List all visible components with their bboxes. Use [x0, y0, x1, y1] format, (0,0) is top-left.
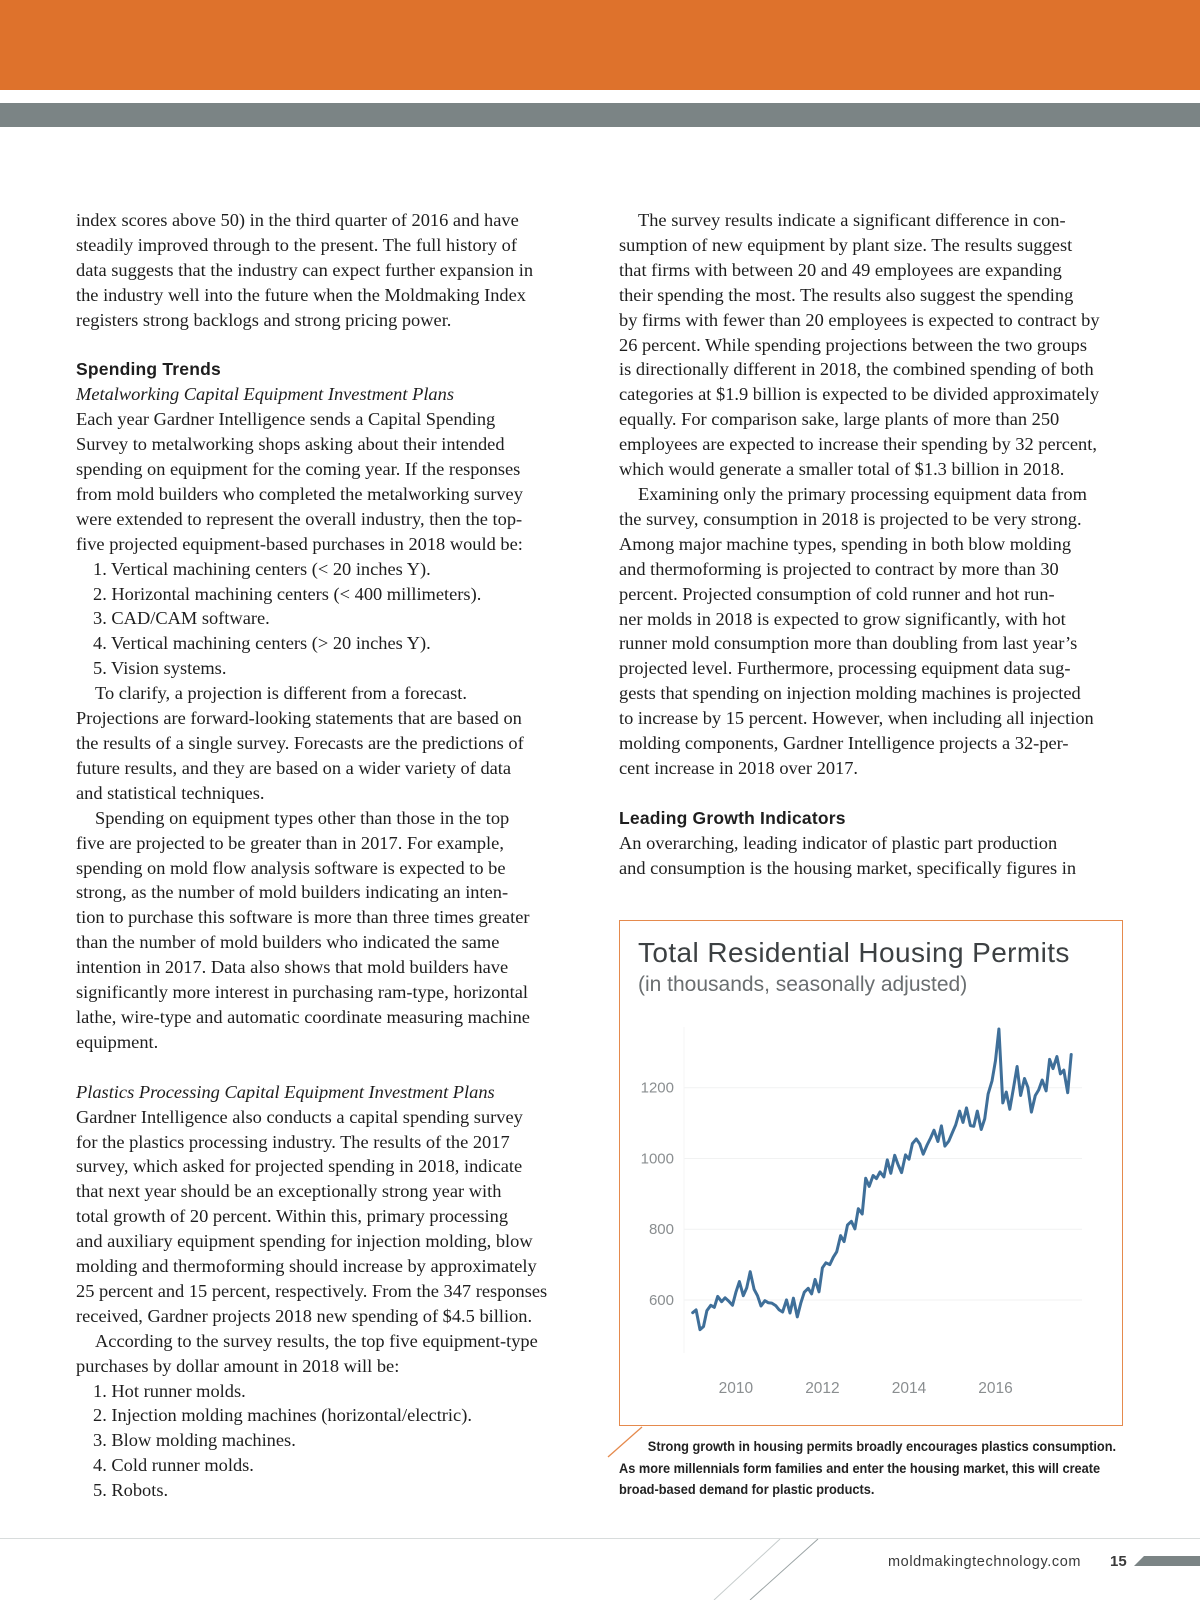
list-item: 4. Cold runner molds.: [93, 1455, 254, 1476]
chart-plot: [620, 921, 1124, 1427]
subheading-metalworking: Metalworking Capital Equipment Investment Plans: [76, 384, 454, 405]
metalworking-purchase-list: [76, 557, 582, 682]
body-line: and thermoforming is projected to contract by more than 30: [619, 558, 1059, 579]
body-line: Spending on equipment types other than those in the top: [95, 807, 510, 828]
body-line: five are projected to be greater than in 2017. For example,: [76, 832, 504, 853]
body-line: that next year should be an exceptionally strong year with: [76, 1181, 502, 1202]
body-line: significantly more interest in purchasing ram-type, horizontal: [76, 982, 528, 1003]
body-line: equipment.: [76, 1031, 159, 1052]
body-line: from mold builders who completed the metalworking survey: [76, 483, 523, 504]
chart-title: Total Residential Housing Permits: [638, 937, 1070, 968]
right-column: [619, 208, 1131, 880]
body-line: the results of a single survey. Forecasts are the predictions of: [76, 733, 524, 754]
chart-subtitle: (in thousands, seasonally adjusted): [638, 973, 968, 996]
body-line: purchases by dollar amount in 2018 will be:: [76, 1355, 400, 1376]
list-item: 3. CAD/CAM software.: [93, 608, 270, 629]
body-line: Gardner Intelligence also conducts a capital spending survey: [76, 1106, 523, 1127]
body-line: and consumption is the housing market, specifically figures in: [619, 857, 1077, 878]
x-tick-label: 2016: [978, 1380, 1013, 1397]
body-line: cent increase in 2018 over 2017.: [619, 757, 858, 778]
body-line: intention in 2017. Data also shows that mold builders have: [76, 957, 509, 978]
header-orange-band: [0, 0, 1200, 90]
body-line: runner mold consumption more than doubling from last year’s: [619, 633, 1078, 654]
body-line: According to the survey results, the top five equipment-type: [95, 1330, 538, 1351]
body-line: their spending the most. The results also suggest the spending: [619, 284, 1074, 305]
x-tick-label: 2012: [805, 1380, 840, 1397]
body-line: The survey results indicate a significant difference in con-: [638, 210, 1066, 230]
body-line: employees are expected to increase their spending by 32 percent,: [619, 434, 1097, 455]
body-line: future results, and they are based on a wider variety of data: [76, 757, 512, 778]
body-line: is directionally different in 2018, the combined spending of both: [619, 359, 1094, 380]
section-heading-leading-growth: Leading Growth Indicators: [619, 807, 846, 828]
body-line: which would generate a smaller total of $1.3 billion in 2018.: [619, 459, 1065, 480]
y-tick-label: 600: [648, 1291, 674, 1309]
body-line: lathe, wire-type and automatic coordinate measuring machine: [76, 1006, 530, 1027]
x-tick-label: 2014: [891, 1380, 927, 1397]
list-item: 2. Horizontal machining centers (< 400 millimeters).: [93, 583, 482, 604]
caption-line: Strong growth in housing permits broadly encourages plastics consumption.: [647, 1439, 1117, 1455]
intro-line: steadily improved through to the present. The full history of: [76, 234, 517, 255]
y-tick-label: 1200: [640, 1079, 674, 1097]
body-line: percent. Projected consumption of cold runner and hot run-: [619, 583, 1055, 604]
list-item: 5. Robots.: [93, 1480, 169, 1501]
section-heading-spending-trends: Spending Trends: [76, 359, 221, 380]
body-line: strong, as the number of mold builders indicating an inten-: [76, 882, 509, 903]
body-line: Survey to metalworking shops asking about their intended: [76, 434, 505, 455]
body-line: than the number of mold builders who indicated the same: [76, 932, 500, 953]
list-item: 3. Blow molding machines.: [93, 1430, 296, 1451]
page-number: 15: [1110, 1553, 1127, 1570]
body-line: projected level. Furthermore, processing equipment data sug-: [619, 658, 1071, 679]
body-line: five projected equipment-based purchases in 2018 would be:: [76, 533, 523, 554]
left-column: [76, 208, 582, 1503]
body-line: 26 percent. While spending projections between the two groups: [619, 334, 1087, 355]
body-line: for the plastics processing industry. The results of the 2017: [76, 1131, 510, 1152]
intro-line: registers strong backlogs and strong pricing power.: [76, 309, 452, 330]
body-line: tion to purchase this software is more than three times greater: [76, 907, 530, 928]
body-line: the survey, consumption in 2018 is projected to be very strong.: [619, 508, 1082, 529]
body-line: Each year Gardner Intelligence sends a Capital Spending: [76, 409, 496, 430]
caption-line: As more millennials form families and enter the housing market, this will create: [619, 1460, 1101, 1477]
intro-line: the industry well into the future when the Moldmaking Index: [76, 284, 526, 305]
body-line: survey, which asked for projected spending in 2018, indicate: [76, 1156, 523, 1177]
list-item: 1. Vertical machining centers (< 20 inches Y).: [93, 558, 431, 579]
body-line: Examining only the primary processing equipment data from: [638, 483, 1087, 504]
body-line: equally. For comparison sake, large plants of more than 250: [619, 409, 1060, 430]
header-gray-band: [0, 103, 1200, 127]
body-line: to increase by 15 percent. However, when including all injection: [619, 708, 1094, 729]
chart-caption: [619, 1437, 1139, 1502]
list-item: 2. Injection molding machines (horizontal/electric).: [93, 1405, 472, 1426]
list-item: 4. Vertical machining centers (> 20 inches Y).: [93, 633, 431, 654]
list-item: 5. Vision systems.: [93, 658, 227, 679]
list-item: 1. Hot runner molds.: [93, 1380, 246, 1401]
y-tick-label: 800: [648, 1221, 674, 1239]
caption-pointer: [606, 1425, 646, 1459]
body-line: Projections are forward-looking statements that are based on: [76, 708, 522, 729]
body-line: categories at $1.9 billion is expected to be divided approximately: [619, 384, 1100, 405]
body-line: To clarify, a projection is different from a forecast.: [95, 683, 467, 704]
body-line: that firms with between 20 and 49 employees are expanding: [619, 259, 1062, 280]
plastics-purchase-list: [76, 1379, 582, 1504]
housing-permits-chart: [619, 920, 1123, 1426]
intro-line: index scores above 50) in the third quarter of 2016 and have: [76, 210, 519, 230]
body-line: and statistical techniques.: [76, 782, 265, 803]
body-line: gests that spending on injection molding machines is projected: [619, 683, 1081, 704]
body-line: and auxiliary equipment spending for injection molding, blow: [76, 1231, 533, 1252]
body-line: ner molds in 2018 is expected to grow significantly, with hot: [619, 608, 1066, 629]
body-line: sumption of new equipment by plant size. The results suggest: [619, 234, 1073, 255]
body-line: molding and thermoforming should increase by approximately: [76, 1256, 537, 1277]
footer-site: moldmakingtechnology.com: [888, 1554, 1082, 1570]
x-tick-label: 2010: [718, 1380, 754, 1397]
body-line: total growth of 20 percent. Within this, primary processing: [76, 1206, 509, 1227]
body-line: An overarching, leading indicator of plastic part production: [619, 832, 1058, 853]
intro-line: data suggests that the industry can expect further expansion in: [76, 259, 534, 280]
footer-tab-shape: [1134, 1556, 1200, 1566]
subheading-plastics: Plastics Processing Capital Equipment Investment Plans: [76, 1081, 495, 1102]
body-line: were extended to represent the overall industry, then the top-: [76, 508, 523, 529]
body-line: 25 percent and 15 percent, respectively. From the 347 responses: [76, 1280, 548, 1301]
series-line: [693, 1029, 1071, 1330]
body-line: by firms with fewer than 20 employees is expected to contract by: [619, 309, 1100, 330]
body-line: spending on equipment for the coming year. If the responses: [76, 459, 521, 480]
body-line: molding components, Gardner Intelligence projects a 32-per-: [619, 733, 1069, 754]
body-line: received, Gardner projects 2018 new spending of $4.5 billion.: [76, 1305, 533, 1326]
body-line: Among major machine types, spending in both blow molding: [619, 533, 1072, 554]
body-line: spending on mold flow analysis software is expected to be: [76, 857, 506, 878]
caption-line: broad-based demand for plastic products.: [619, 1482, 875, 1498]
footer-rule: [0, 1538, 1200, 1539]
y-tick-label: 1000: [640, 1150, 674, 1168]
footer-decoration: [700, 1530, 820, 1600]
